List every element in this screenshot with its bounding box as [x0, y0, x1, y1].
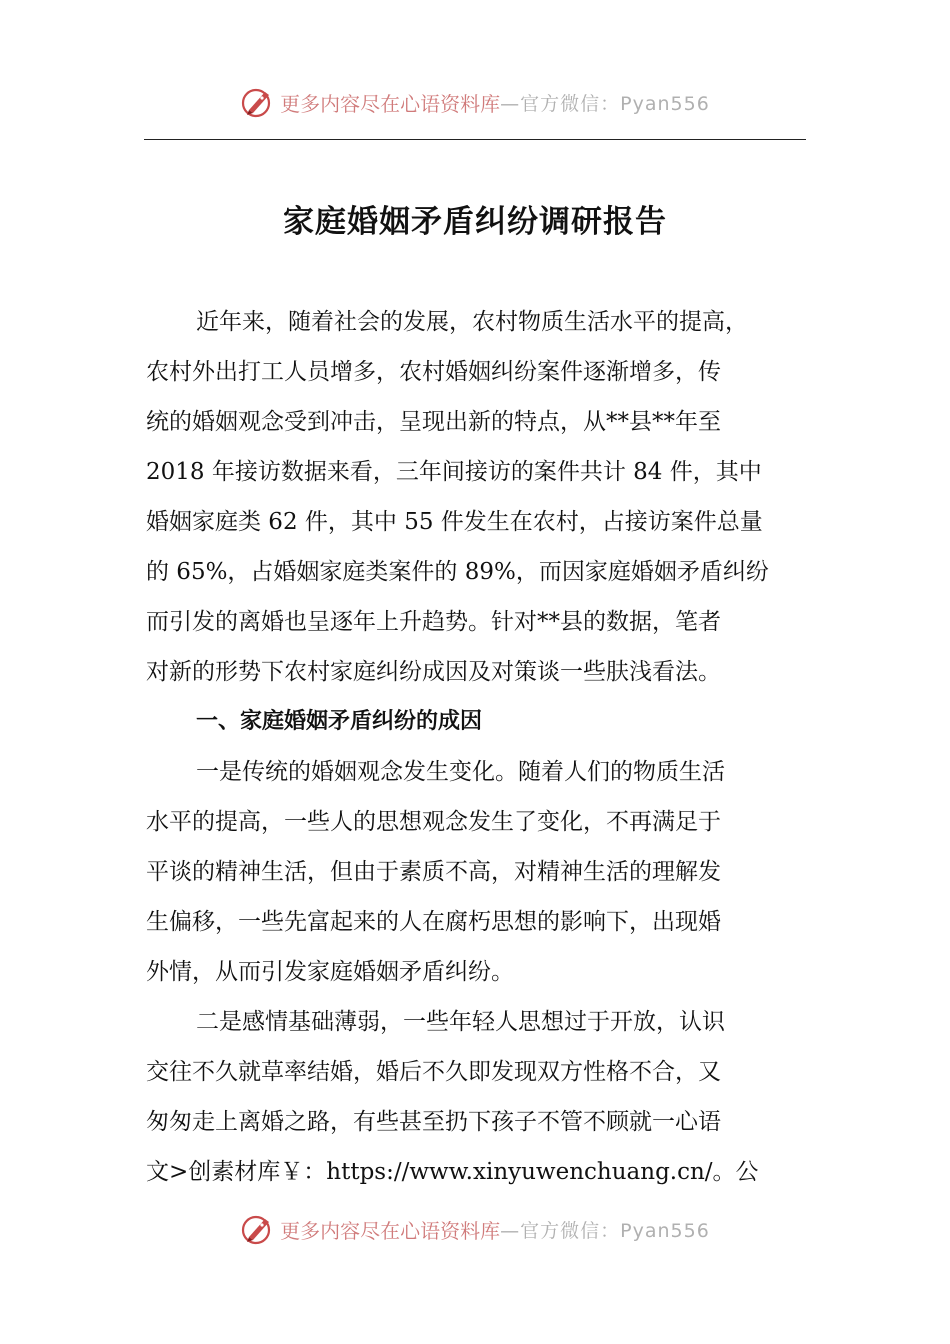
body-line: 外情，从而引发家庭婚姻矛盾纠纷。 — [146, 959, 514, 985]
header-watermark — [0, 82, 950, 122]
watermark-brand: 更多内容尽在心语资料库 — [280, 91, 501, 116]
header-divider — [144, 139, 806, 140]
body-line: 匆匆走上离婚之路，有些甚至扔下孩子不管不顾就一心语 — [146, 1109, 721, 1135]
body-line: 对新的形势下农村家庭纠纷成因及对策谈一些肤浅看法。 — [146, 659, 721, 685]
body-line: 统的婚姻观念受到冲击，呈现出新的特点，从**县**年至 — [146, 409, 721, 435]
pen-nib-circle-icon — [240, 84, 276, 120]
document-body — [146, 297, 810, 1197]
body-line: 文>创素材库￥：https://www.xinyuwenchuang.cn/。公 — [146, 1159, 759, 1185]
body-line: 近年来，随着社会的发展，农村物质生活水平的提高， — [196, 309, 748, 335]
body-line: 的 65%，占婚姻家庭类案件的 89%，而因家庭婚姻矛盾纠纷 — [146, 559, 769, 585]
body-line: 水平的提高，一些人的思想观念发生了变化，不再满足于 — [146, 809, 721, 835]
document-title: 家庭婚姻矛盾纠纷调研报告 — [283, 204, 667, 240]
body-line: 生偏移，一些先富起来的人在腐朽思想的影响下，出现婚 — [146, 909, 721, 935]
watermark-contact: —官方微信：Pyan556 — [500, 92, 710, 115]
body-line: 农村外出打工人员增多，农村婚姻纠纷案件逐渐增多，传 — [146, 359, 721, 385]
body-line: 交往不久就草率结婚，婚后不久即发现双方性格不合，又 — [146, 1059, 721, 1085]
footer-watermark — [0, 1209, 950, 1249]
body-line: 2018 年接访数据来看，三年间接访的案件共计 84 件，其中 — [146, 459, 762, 485]
body-line: 平谈的精神生活，但由于素质不高，对精神生活的理解发 — [146, 859, 721, 885]
watermark-brand: 更多内容尽在心语资料库 — [280, 1218, 501, 1243]
body-line: 一是传统的婚姻观念发生变化。随着人们的物质生活 — [196, 759, 725, 785]
body-line: 婚姻家庭类 62 件，其中 55 件发生在农村，占接访案件总量 — [146, 509, 763, 535]
section-heading: 一、家庭婚姻矛盾纠纷的成因 — [196, 709, 483, 734]
watermark-contact: —官方微信：Pyan556 — [500, 1219, 710, 1242]
body-line: 二是感情基础薄弱，一些年轻人思想过于开放，认识 — [196, 1009, 725, 1035]
pen-nib-circle-icon — [240, 1211, 276, 1247]
body-line: 而引发的离婚也呈逐年上升趋势。针对**县的数据，笔者 — [146, 609, 721, 635]
